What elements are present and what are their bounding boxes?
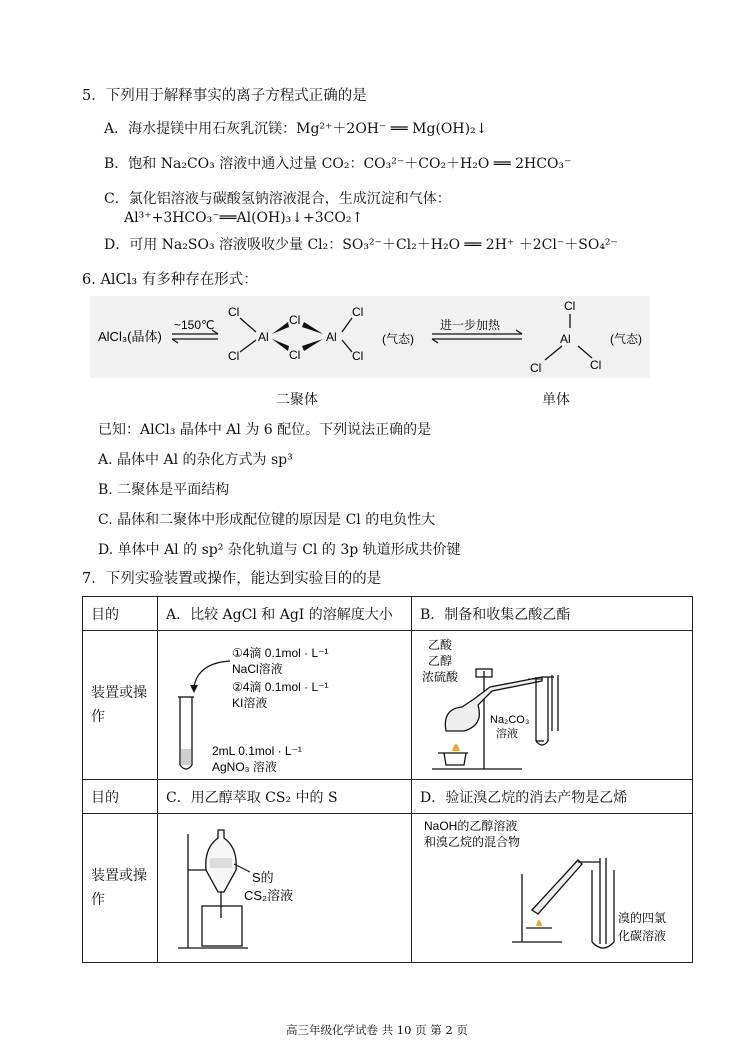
device-label: 装置或操作 xyxy=(83,631,158,780)
q6-option-d: D. 单体中 Al 的 sp² 杂化轨道与 Cl 的 3p 轨道形成共价键 xyxy=(98,542,461,558)
svg-text:①4滴 0.1mol · L⁻¹: ①4滴 0.1mol · L⁻¹ xyxy=(232,646,329,660)
svg-text:Al: Al xyxy=(560,332,571,346)
q5-stem: 5．下列用于解释事实的离子方程式正确的是 xyxy=(82,88,367,104)
svg-text:Cl: Cl xyxy=(228,349,240,363)
svg-text:和溴乙烷的混合物: 和溴乙烷的混合物 xyxy=(424,835,521,849)
svg-text:②4滴 0.1mol · L⁻¹: ②4滴 0.1mol · L⁻¹ xyxy=(232,680,329,694)
svg-text:乙酸: 乙酸 xyxy=(428,638,453,652)
svg-text:CS₂溶液: CS₂溶液 xyxy=(244,888,294,903)
page-footer: 高三年级化学试卷 共 10 页 第 2 页 xyxy=(286,1023,468,1037)
svg-text:Al: Al xyxy=(258,330,269,344)
alcl3-forms-diagram xyxy=(90,296,650,378)
q5-option-c: C．氯化铝溶液与碳酸氢钠溶液混合，生成沉淀和气体： xyxy=(104,191,451,207)
q6-option-c: C. 晶体和二聚体中形成配位键的原因是 Cl 的电负性大 xyxy=(98,512,436,528)
elimination-apparatus xyxy=(412,814,687,962)
svg-text:Cl: Cl xyxy=(352,349,364,363)
q6-option-b: B. 二聚体是平面结构 xyxy=(98,482,230,498)
option-b-cell xyxy=(412,631,693,780)
svg-text:Al: Al xyxy=(326,330,337,344)
crystal-label: AlCl₃(晶体) xyxy=(98,329,162,344)
temp-label: ~150℃ xyxy=(174,318,215,332)
svg-text:溴的四氯: 溴的四氯 xyxy=(618,911,667,925)
q5-option-b: B．饱和 Na₂CO₃ 溶液中通入过量 CO₂：CO₃²⁻＋CO₂＋H₂O ══ 2HCO₃⁻ xyxy=(104,156,572,172)
heat-label: 进一步加热 xyxy=(440,318,501,332)
svg-text:AgNO₃ 溶液: AgNO₃ 溶液 xyxy=(212,760,277,774)
experiment-table xyxy=(82,596,693,963)
q7-stem: 7．下列实验装置或操作，能达到实验目的的是 xyxy=(82,571,382,587)
dimer-caption: 二聚体 xyxy=(276,392,318,408)
svg-text:Cl: Cl xyxy=(289,348,301,362)
q6-option-a: A. 晶体中 Al 的杂化方式为 sp³ xyxy=(98,452,293,468)
device-label-2: 装置或操作 xyxy=(83,814,158,963)
q5-option-a: A．海水提镁中用石灰乳沉镁：Mg²⁺＋2OH⁻ ══ Mg(OH)₂↓ xyxy=(104,121,488,137)
svg-text:KI溶液: KI溶液 xyxy=(232,696,268,710)
svg-text:Cl: Cl xyxy=(228,305,240,319)
svg-text:Na₂CO₃: Na₂CO₃ xyxy=(490,714,530,726)
svg-text:乙醇: 乙醇 xyxy=(428,654,453,668)
purpose-label: 目的 xyxy=(83,597,158,631)
q5-option-c-equation: Al³⁺+3HCO₃⁻══Al(OH)₃↓+3CO₂↑ xyxy=(124,210,364,226)
monomer-caption: 单体 xyxy=(542,392,570,408)
option-b-title: B．制备和收集乙酸乙酯 xyxy=(412,597,693,631)
ester-apparatus xyxy=(412,631,687,779)
svg-text:Cl: Cl xyxy=(564,299,576,313)
option-a-cell xyxy=(158,631,412,780)
option-d-title: D．验证溴乙烷的消去产物是乙烯 xyxy=(412,780,693,814)
q6-stem: 6. AlCl₃ 有多种存在形式： xyxy=(82,272,258,288)
svg-text:溶液: 溶液 xyxy=(496,728,518,740)
separatory-funnel-apparatus xyxy=(158,814,408,962)
gas-label-1: (气态) xyxy=(382,332,414,346)
svg-text:S的: S的 xyxy=(252,870,274,885)
svg-text:2mL 0.1mol · L⁻¹: 2mL 0.1mol · L⁻¹ xyxy=(212,744,302,758)
svg-text:Cl: Cl xyxy=(289,313,301,327)
svg-text:NaOH的乙醇溶液: NaOH的乙醇溶液 xyxy=(424,819,518,833)
svg-text:NaCl溶液: NaCl溶液 xyxy=(232,662,283,676)
svg-text:Cl: Cl xyxy=(352,305,364,319)
q6-known: 已知：AlCl₃ 晶体中 Al 为 6 配位。下列说法正确的是 xyxy=(98,422,432,438)
option-c-title: C．用乙醇萃取 CS₂ 中的 S xyxy=(158,780,412,814)
svg-text:化碳溶液: 化碳溶液 xyxy=(618,929,667,943)
purpose-label-2: 目的 xyxy=(83,780,158,814)
svg-text:Cl: Cl xyxy=(530,361,542,375)
svg-text:Cl: Cl xyxy=(590,358,602,372)
option-c-cell xyxy=(158,814,412,963)
option-a-title: A．比较 AgCl 和 AgI 的溶解度大小 xyxy=(158,597,412,631)
option-d-cell xyxy=(412,814,693,963)
gas-label-2: (气态) xyxy=(610,332,642,346)
test-tube-apparatus xyxy=(158,631,408,779)
q5-option-d: D．可用 Na₂SO₃ 溶液吸收少量 Cl₂：SO₃²⁻＋Cl₂＋H₂O ══ 2H⁺ ＋2Cl⁻＋SO₄²⁻ xyxy=(104,237,618,253)
svg-text:浓硫酸: 浓硫酸 xyxy=(422,670,459,684)
